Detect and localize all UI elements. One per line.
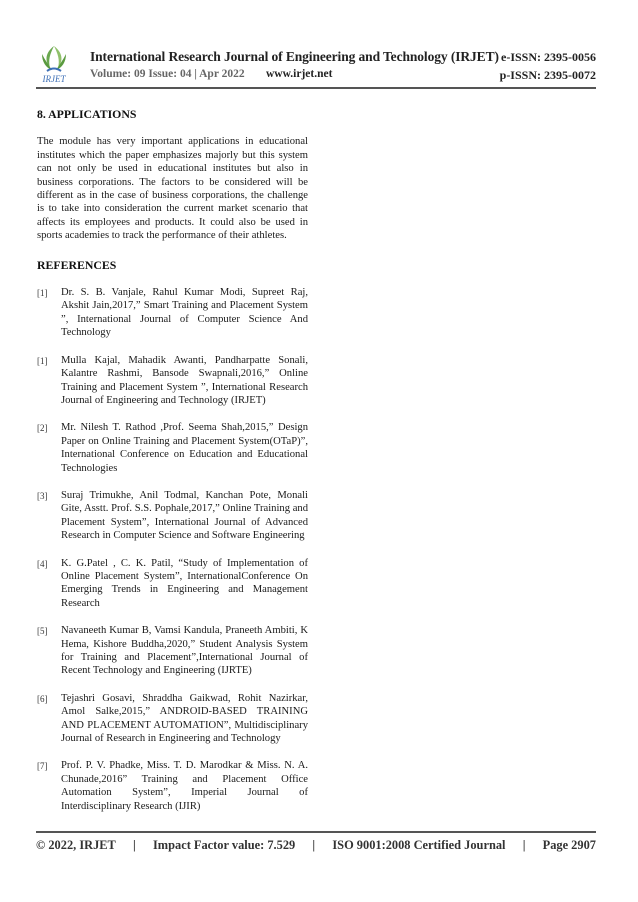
- reference-number: [2]: [37, 423, 48, 434]
- reference-number: [1]: [37, 288, 48, 299]
- journal-title: International Research Journal of Engineering and Technology (IRJET): [90, 49, 499, 64]
- header-divider: [36, 87, 596, 89]
- journal-url[interactable]: www.irjet.net: [266, 68, 333, 80]
- footer-separator: |: [133, 838, 136, 852]
- reference-item: [37, 489, 308, 543]
- footer-separator: |: [312, 838, 316, 852]
- reference-item: [37, 624, 308, 678]
- reference-text: K. G.Patel , C. K. Patil, “Study of Implementation of Online Placement System”, InternationalConference On Emerging Trends in Engineering and Management Research: [61, 557, 308, 609]
- logo-text: IRJET: [42, 74, 66, 84]
- volume-issue: Volume: 09 Issue: 04 | Apr 2022: [90, 68, 245, 80]
- reference-text: Prof. P. V. Phadke, Miss. T. D. Marodkar & Miss. N. A. Chunade,2016” Training and Placement Office Automation System”, Imperial Journal of Interdisciplinary Research (IJIR): [61, 760, 308, 812]
- reference-number: [5]: [37, 626, 48, 637]
- footer-copyright: © 2022, IRJET: [36, 838, 116, 852]
- reference-item: [37, 692, 308, 746]
- reference-item: [37, 354, 308, 408]
- content-column: [37, 108, 308, 827]
- reference-item: [37, 557, 308, 611]
- footer-iso: ISO 9001:2008 Certified Journal: [332, 838, 506, 852]
- page-footer: [36, 838, 596, 853]
- reference-text: Dr. S. B. Vanjale, Rahul Kumar Modi, Supreet Raj, Akshit Jain,2017,” Smart Training and Placement System ”, International Journal of Computer Science And Technology: [61, 287, 308, 339]
- footer-impact-factor: Impact Factor value: 7.529: [152, 838, 296, 852]
- reference-number: [3]: [37, 490, 48, 501]
- reference-item: [37, 421, 308, 475]
- reference-number: [6]: [37, 693, 48, 704]
- reference-item: [37, 759, 308, 813]
- reference-number: [1]: [37, 355, 48, 366]
- p-issn: p-ISSN: 2395-0072: [499, 68, 596, 82]
- section-paragraph: The module has very important applications in educational institutes which the paper emphasizes majorly but this system can not only be used in educational institutes but also in business corporations. The factors to be considered will be different as in the case of business corporations, the challenge is to take into consideration the current market scenario that affects its employees and products. It could also be used in sports academies to track the performance of their athletes.: [37, 136, 308, 242]
- reference-number: [4]: [37, 558, 48, 569]
- reference-text: Mulla Kajal, Mahadik Awanti, Pandharpatte Sonali, Kalantre Rashmi, Bansode Swapnali,2016,” Online Training and Placement System ”, International Research Journal of Engineering and Technology (IRJET): [61, 354, 308, 406]
- footer-page-number: Page 2907: [542, 838, 596, 852]
- irjet-logo: [36, 44, 72, 84]
- reference-text: Suraj Trimukhe, Anil Todmal, Kanchan Pote, Monali Gite, Asstt. Prof. S.S. Pophale,2017,” Online Training and Placement System”, International Journal of Advanced Research in Computer Science and Software Engineering: [61, 489, 308, 542]
- reference-text: Tejashri Gosavi, Shraddha Gaikwad, Rohit Nazirkar, Amol Salke,2015,” ANDROID-BASED TRAINING AND PLACEMENT AUTOMATION”, Multidisciplinary Journal of Research in Engineering and Technology: [61, 692, 308, 745]
- footer-divider: [36, 831, 596, 833]
- footer-separator: |: [522, 838, 526, 852]
- reference-text: Navaneeth Kumar B, Vamsi Kandula, Praneeth Ambiti, K Hema, Kishore Buddha,2020,” Student Analysis System for Training and Placement”,International Journal of Recent Technology and Engineering (IJRTE): [61, 625, 308, 677]
- e-issn: e-ISSN: 2395-0056: [501, 50, 596, 64]
- section-heading: 8. APPLICATIONS: [37, 107, 137, 121]
- reference-number: [7]: [37, 761, 48, 772]
- reference-text: Mr. Nilesh T. Rathod ,Prof. Seema Shah,2015,” Design Paper on Online Training and Placement System(OTaP)”, International Conference on Education and Educational Technologies: [61, 422, 308, 474]
- reference-item: [37, 286, 308, 340]
- references-heading: REFERENCES: [37, 257, 117, 272]
